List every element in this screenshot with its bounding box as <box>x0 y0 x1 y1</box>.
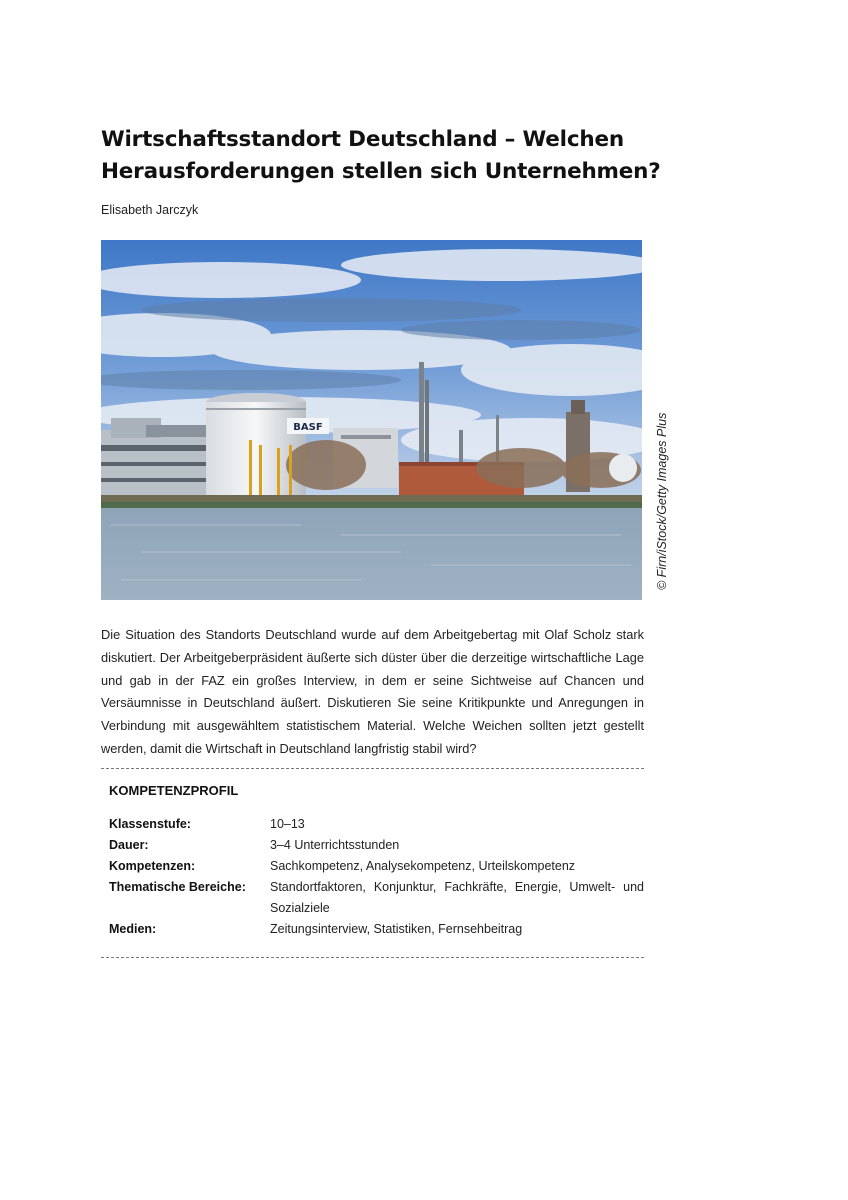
profile-value: 10–13 <box>270 817 305 831</box>
industrial-riverside-photo <box>101 240 642 600</box>
title-line-2: Herausforderungen stellen sich Unternehmen? <box>101 159 661 184</box>
profile-key: Dauer: <box>109 838 149 852</box>
photo-credit: © Firn/iStock/Getty Images Plus <box>655 412 669 590</box>
bottom-divider <box>101 957 644 958</box>
profile-value: Standortfaktoren, Konjunktur, Fachkräfte, Energie, Umwelt- und Sozialziele <box>270 880 644 915</box>
intro-paragraph: Die Situation des Standorts Deutschland wurde auf dem Arbeitgebertag mit Olaf Scholz stark diskutiert. Der Arbeitgeberpräsident äußerte sich düster über die derzeitige wirtschaftliche Lage und gab in der FAZ ein großes Interview, in dem er seine Sichtweise auf Chancen und Versäumnisse in Deutschland äußert. Diskutieren Sie seine Kritikpunkte und Anregungen in Verbindung mit ausgewähltem statistischem Material. Welche Weichen sollten jetzt gestellt werden, damit die Wirtschaft in Deutschland langfristig stabil wird? <box>101 627 644 756</box>
competence-profile-table <box>109 814 644 940</box>
title-line-1: Wirtschaftsstandort Deutschland – Welchen <box>101 127 624 152</box>
profile-key: Klassenstufe: <box>109 817 191 831</box>
profile-key: Medien: <box>109 922 157 936</box>
profile-value: 3–4 Unterrichtsstunden <box>270 838 400 852</box>
profile-heading: KOMPETENZPROFIL <box>109 783 239 798</box>
top-divider <box>101 768 644 769</box>
author-name: Elisabeth Jarczyk <box>101 203 199 217</box>
profile-row <box>109 814 644 835</box>
profile-value: Sachkompetenz, Analysekompetenz, Urteilskompetenz <box>270 859 576 873</box>
profile-row <box>109 856 644 877</box>
profile-value: Zeitungsinterview, Statistiken, Fernsehbeitrag <box>270 922 523 936</box>
profile-key: Kompetenzen: <box>109 859 196 873</box>
profile-row <box>109 877 644 919</box>
profile-key: Thematische Bereiche: <box>109 880 246 894</box>
page-title <box>101 124 661 188</box>
profile-row <box>109 919 644 940</box>
profile-row <box>109 835 644 856</box>
basf-sign: BASF <box>293 422 323 433</box>
